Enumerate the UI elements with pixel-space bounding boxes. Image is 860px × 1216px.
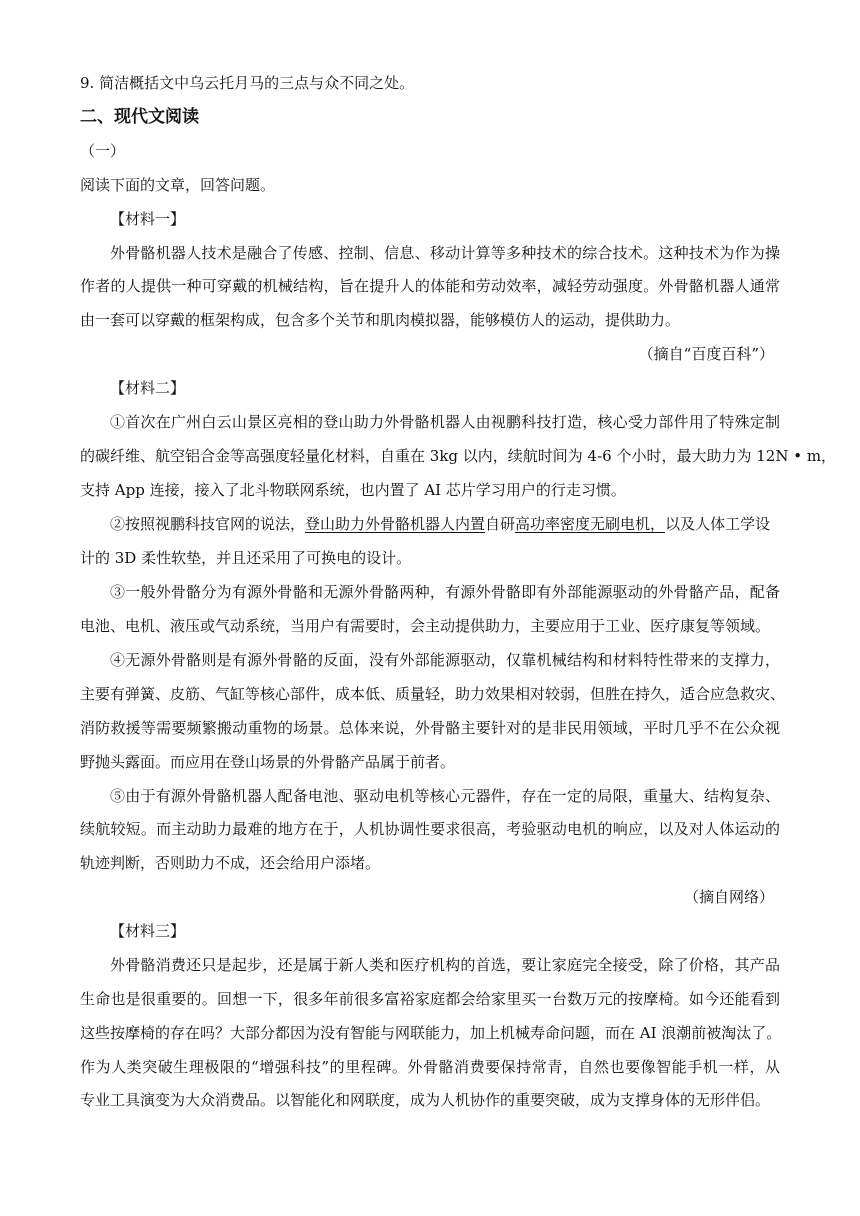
- p2-underlined-text: 登山助力外骨骼机器人内置: [305, 515, 486, 533]
- question-9: 9. 简洁概括文中乌云托月马的三点与众不同之处。: [80, 74, 415, 92]
- section-title: 二、现代文阅读: [80, 107, 199, 127]
- material-1-line: 外骨骼机器人技术是融合了传感、控制、信息、移动计算等多种技术的综合技术。这种技术为作为操: [110, 244, 780, 262]
- material-2-p1-line: 的碳纤维、航空铝合金等高强度轻量化材料，自重在 3kg 以内，续航时间为 4-6 个小时，最大助力为 12N • m，: [80, 447, 837, 465]
- material-2-p5-line: 续航较短。而主动助力最难的地方在于，人机协调性要求很高，考验驱动电机的响应，以及对人体运动的: [80, 820, 780, 838]
- material-3-line: 生命也是很重要的。回想一下，很多年前很多富裕家庭都会给家里买一台数万元的按摩椅。如今还能看到: [80, 990, 780, 1008]
- material-2-p3-line: 电池、电机、液压或气动系统，当用户有需要时，会主动提供助力，主要应用于工业、医疗康复等领域。: [80, 617, 771, 635]
- p2-text: 自研: [485, 515, 516, 533]
- p2-text: ②按照视鹏科技官网的说法，: [110, 515, 306, 533]
- material-2-p5-line: ⑤由于有源外骨骼机器人配备电池、驱动电机等核心元器件，存在一定的局限，重量大、结构复杂、: [110, 787, 780, 805]
- material-3-line: 外骨骼消费还只是起步，还是属于新人类和医疗机构的首选，要让家庭完全接受，除了价格，其产品: [110, 956, 780, 974]
- material-2-p4-line: 消防救援等需要频繁搬动重物的场景。总体来说，外骨骼主要针对的是非民用领域，平时几乎不在公众视: [80, 719, 780, 737]
- material-3-label: 【材料三】: [110, 922, 186, 940]
- subsection-label: （一）: [80, 142, 126, 160]
- material-2-source: （摘自网络）: [683, 888, 774, 906]
- material-2-p2-line: [110, 513, 780, 535]
- material-1-source: （摘自“百度百科”）: [638, 345, 774, 363]
- material-1-label: 【材料一】: [110, 210, 186, 228]
- material-2-label: 【材料二】: [110, 379, 186, 397]
- p2-underlined-text: 高功率密度无刷电机，: [515, 515, 666, 533]
- material-2-p4-line: 主要有弹簧、皮筋、气缸等核心部件，成本低、质量轻，助力效果相对较弱，但胜在持久，适合应急救灾、: [80, 685, 786, 703]
- material-1-line: 作者的人提供一种可穿戴的机械结构，旨在提升人的体能和劳动效率，减轻劳动强度。外骨骼机器人通常: [80, 277, 780, 295]
- material-2-p1-line: ①首次在广州白云山景区亮相的登山助力外骨骼机器人由视鹏科技打造，核心受力部件用了特殊定制: [110, 413, 780, 431]
- material-2-p4-line: 野抛头露面。而应用在登山场景的外骨骼产品属于前者。: [80, 753, 456, 771]
- material-3-line: 专业工具演变为大众消费品。以智能化和网联度，成为人机协作的重要突破，成为支撑身体的无形伴侣。: [80, 1091, 771, 1109]
- material-2-p3-line: ③一般外骨骼分为有源外骨骼和无源外骨骼两种，有源外骨骼即有外部能源驱动的外骨骼产品，配备: [110, 583, 780, 601]
- material-2-p4-line: ④无源外骨骼则是有源外骨骼的反面，没有外部能源驱动，仅靠机械结构和材料特性带来的支撑力，: [110, 651, 780, 669]
- material-2-p2-line: 计的 3D 柔性软垫，并且还采用了可换电的设计。: [80, 549, 412, 567]
- material-1-line: 由一套可以穿戴的框架构成，包含多个关节和肌肉模拟器，能够模仿人的运动，提供助力。: [80, 311, 681, 329]
- reading-instruction: 阅读下面的文章，回答问题。: [80, 176, 276, 194]
- p2-text: 以及人体工学设: [665, 515, 771, 533]
- material-3-line: 作为人类突破生理极限的“增强科技”的里程碑。外骨骼消费要保持常青，自然也要像智能手机一样，从: [80, 1058, 780, 1076]
- material-3-line: 这些按摩椅的存在吗？大部分都因为没有智能与网联能力，加上机械寿命问题，而在 AI 浪潮前被淘汰了。: [80, 1024, 782, 1042]
- material-2-p5-line: 轨迹判断，否则助力不成，还会给用户添堵。: [80, 854, 381, 872]
- material-2-p1-line: 支持 App 连接，接入了北斗物联网系统，也内置了 AI 芯片学习用户的行走习惯。: [80, 481, 626, 499]
